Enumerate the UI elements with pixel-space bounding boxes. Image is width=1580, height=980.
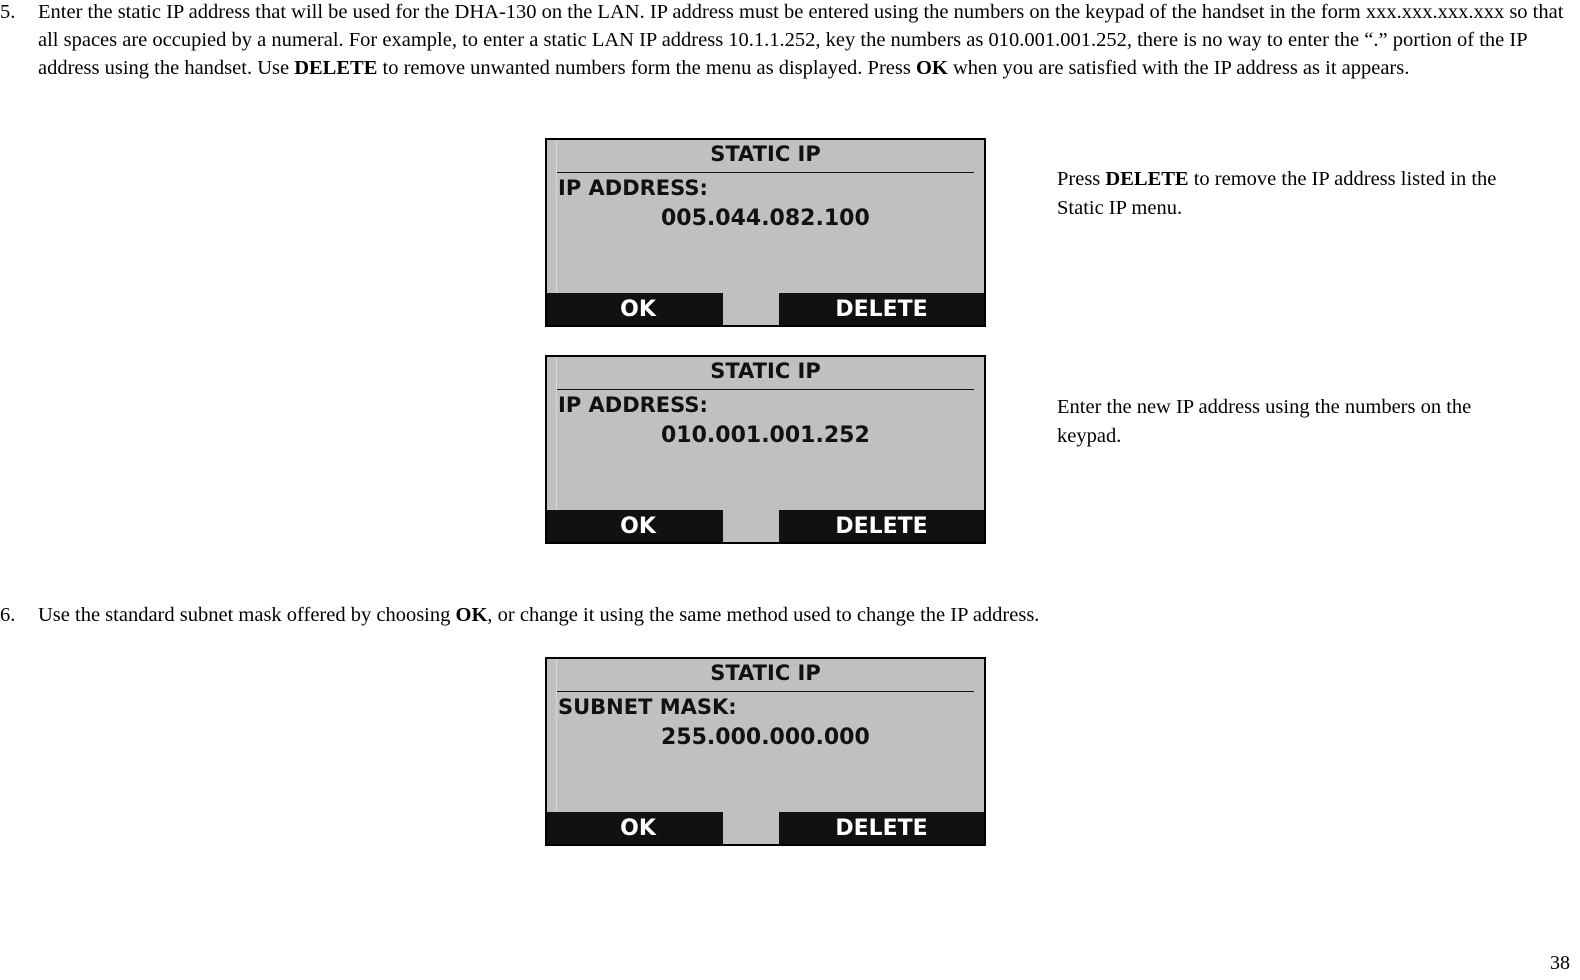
delete-softkey[interactable] [779, 293, 984, 325]
text: Press [1057, 168, 1106, 190]
text: Use the standard subnet mask offered by choosing [38, 604, 456, 626]
bold-text: DELETE [1105, 168, 1189, 190]
delete-label: DELETE [835, 297, 928, 322]
divider [557, 389, 974, 390]
divider [557, 172, 974, 173]
text: to remove unwanted numbers form the menu as displayed. Press [377, 57, 916, 79]
step-text [38, 0, 1568, 82]
bold-text: DELETE [294, 57, 378, 79]
step-text [38, 601, 1568, 629]
step-number: 6. [0, 604, 16, 626]
ok-label: OK [620, 816, 656, 841]
screen-title: STATIC IP [710, 142, 821, 166]
ok-softkey[interactable] [547, 293, 723, 325]
text: Enter the static IP address that will be used for the DHA-130 on the LAN. IP address must be entered using the numbers on the keypad of the handset in the form xxx.xxx.xxx.xxx so that all spaces are occupied by a numeral. For example, to enter a static LAN IP address 10.1.1.252, key the numbers as 010.001.001.252, there is no way to enter the “.” portion of the IP address using the handset. Use [38, 1, 1564, 79]
note-1 [1057, 165, 1517, 223]
ok-softkey[interactable] [547, 812, 723, 844]
field-value: 005.044.082.100 [661, 206, 870, 231]
text: to remove the IP address listed in the Static IP menu. [1057, 168, 1497, 219]
divider [557, 691, 974, 692]
softkey-bar [547, 812, 984, 844]
bold-text: OK [455, 604, 488, 626]
field-label: IP ADDRESS: [558, 393, 708, 417]
bold-text: OK [915, 57, 948, 79]
field-value: 010.001.001.252 [661, 423, 870, 448]
text: , or change it using the same method used to change the IP address. [487, 604, 1040, 626]
text: when you are satisfied with the IP address as it appears. [947, 57, 1410, 79]
field-value: 255.000.000.000 [661, 725, 870, 750]
delete-label: DELETE [835, 816, 928, 841]
note-2: Enter the new IP address using the numbers on the keypad. [1057, 396, 1472, 447]
lcd-screen-1 [545, 138, 986, 327]
field-label: IP ADDRESS: [558, 176, 708, 200]
delete-label: DELETE [835, 514, 928, 539]
delete-softkey[interactable] [779, 812, 984, 844]
ok-softkey[interactable] [547, 510, 723, 542]
softkey-bar [547, 510, 984, 542]
delete-softkey[interactable] [779, 510, 984, 542]
ok-label: OK [620, 514, 656, 539]
step-number: 5. [0, 1, 16, 23]
page-number: 38 [1550, 952, 1570, 974]
screen-title: STATIC IP [710, 359, 821, 383]
lcd-screen-2 [545, 355, 986, 544]
lcd-screen-3 [545, 657, 986, 846]
field-label: SUBNET MASK: [558, 695, 737, 719]
screen-title: STATIC IP [710, 661, 821, 685]
softkey-bar [547, 293, 984, 325]
ok-label: OK [620, 297, 656, 322]
